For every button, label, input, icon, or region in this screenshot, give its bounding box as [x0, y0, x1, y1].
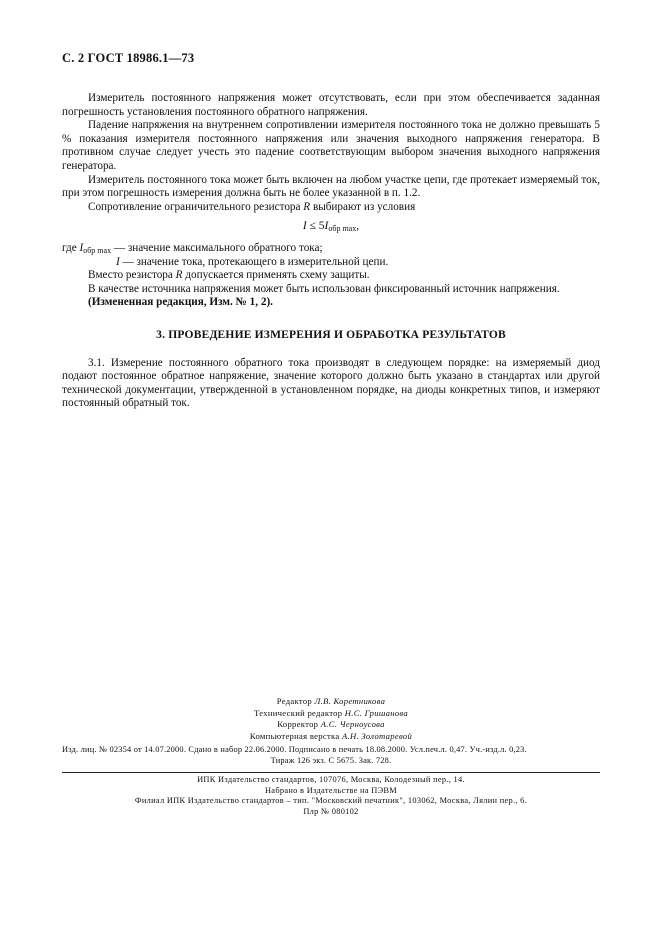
credit-layout — [62, 731, 600, 743]
publisher-line-3: Филиал ИПК Издательство стандартов – тип. "Московский печатник", 103062, Москва, Лялин пер., 6. — [134, 796, 528, 806]
def1-text: — значение максимального обратного тока; — [111, 241, 323, 254]
credit-corrector-name: А.С. Черноусова — [320, 719, 385, 729]
credit-tech-name: Н.С. Гришанова — [344, 707, 408, 718]
credit-editor-label: Редактор — [276, 696, 315, 706]
paragraph-voltage-drop: Падение напряжения на внутреннем сопротивлении измерителя постоянного тока не должно превышать 5 % показания измерителя постоянного напряжения или значения выходного напряжения генератора. В противном случае следует учесть это падение соответствующим выбором значения выходного напряжения генератора. — [62, 119, 600, 172]
definition-i — [116, 256, 600, 270]
def2-var: I — [116, 255, 120, 268]
credit-corrector — [62, 719, 600, 731]
credit-layout-name: А.Н. Золотаревой — [341, 730, 413, 741]
imprint-line-2: Тираж 126 экз. С 5675. Зак. 728. — [270, 756, 392, 765]
resistor-text-post: выбирают из условия — [310, 200, 416, 213]
page-header: С. 2 ГОСТ 18986.1—73 — [62, 51, 195, 65]
publisher-line-1: ИПК Издательство стандартов, 107076, Москва, Колодезный пер., 14. — [197, 775, 465, 784]
section-title: 3. ПРОВЕДЕНИЕ ИЗМЕРЕНИЯ И ОБРАБОТКА РЕЗУЛЬТАТОВ — [156, 328, 506, 341]
protection-pre: Вместо резистора — [88, 269, 176, 282]
amendment-note: (Измененная редакция, Изм. № 1, 2). — [88, 296, 273, 309]
resistor-text-pre: Сопротивление ограничительного резистора — [88, 200, 304, 213]
paragraph-ammeter: Измеритель постоянного тока может быть включен на любом участке цепи, где протекает измеряемый ток, при этом погрешность измерения должна быть не более указанной в п. 1.2. — [62, 173, 600, 200]
publisher — [62, 775, 600, 817]
formula-sub: обр max — [328, 224, 357, 234]
resistor-var: R — [303, 200, 311, 213]
def1-sub: обр max — [83, 245, 112, 255]
publisher-line-2: Набрано в Издательстве на ПЭВМ — [264, 785, 398, 795]
formula-op: ≤ 5 — [306, 220, 325, 233]
definition-imax — [62, 242, 600, 256]
def2-text: — значение тока, протекающего в измерительной цепи. — [119, 255, 389, 268]
imprint-line-1: Изд. лиц. № 02354 от 14.07.2000. Сдано в набор 22.06.2000. Подписано в печать 18.08.2000. Усл.печ.л. 0,47. Уч.-изд.л. 0,23. — [62, 745, 527, 754]
credits — [62, 696, 600, 742]
paragraph-source: В качестве источника напряжения может быть использован фиксированный источник напряжения. — [88, 282, 560, 295]
credit-editor — [62, 696, 600, 708]
formula-left: I — [302, 220, 307, 233]
protection-post: допускается применять схему защиты. — [182, 269, 370, 282]
divider — [62, 772, 600, 773]
paragraph-3-1: 3.1. Измерение постоянного обратного тока производят в следующем порядке: на измеряемый диод подают постоянное обратное напряжение, значение которого должно быть указано в стандартах или другой технической документации, утвержденной в установленном порядке, на диоды конкретных типов, и измеряют постоянный обратный ток. — [62, 356, 600, 410]
paragraph-resistor — [62, 201, 600, 215]
paragraph-protection — [62, 269, 600, 283]
imprint — [62, 744, 600, 766]
document-body — [62, 92, 600, 411]
credit-tech-label: Технический редактор — [254, 707, 345, 718]
def1-pre: где — [62, 241, 80, 254]
credit-layout-label: Компьютерная верстка — [249, 730, 342, 741]
credit-tech-editor — [62, 708, 600, 720]
protection-var: R — [175, 269, 183, 282]
def1-var: I — [79, 241, 84, 254]
publisher-line-4: Плр № 080102 — [303, 806, 359, 816]
credit-editor-name: Л.В. Коретникова — [314, 696, 386, 706]
formula-end: , — [356, 220, 360, 233]
formula-var: I — [324, 220, 329, 233]
formula — [62, 220, 600, 234]
credit-corrector-label: Корректор — [277, 719, 321, 729]
paragraph-voltmeter: Измеритель постоянного напряжения может отсутствовать, если при этом обеспечивается заданная погрешность установления постоянного обратного напряжения. — [62, 92, 600, 118]
